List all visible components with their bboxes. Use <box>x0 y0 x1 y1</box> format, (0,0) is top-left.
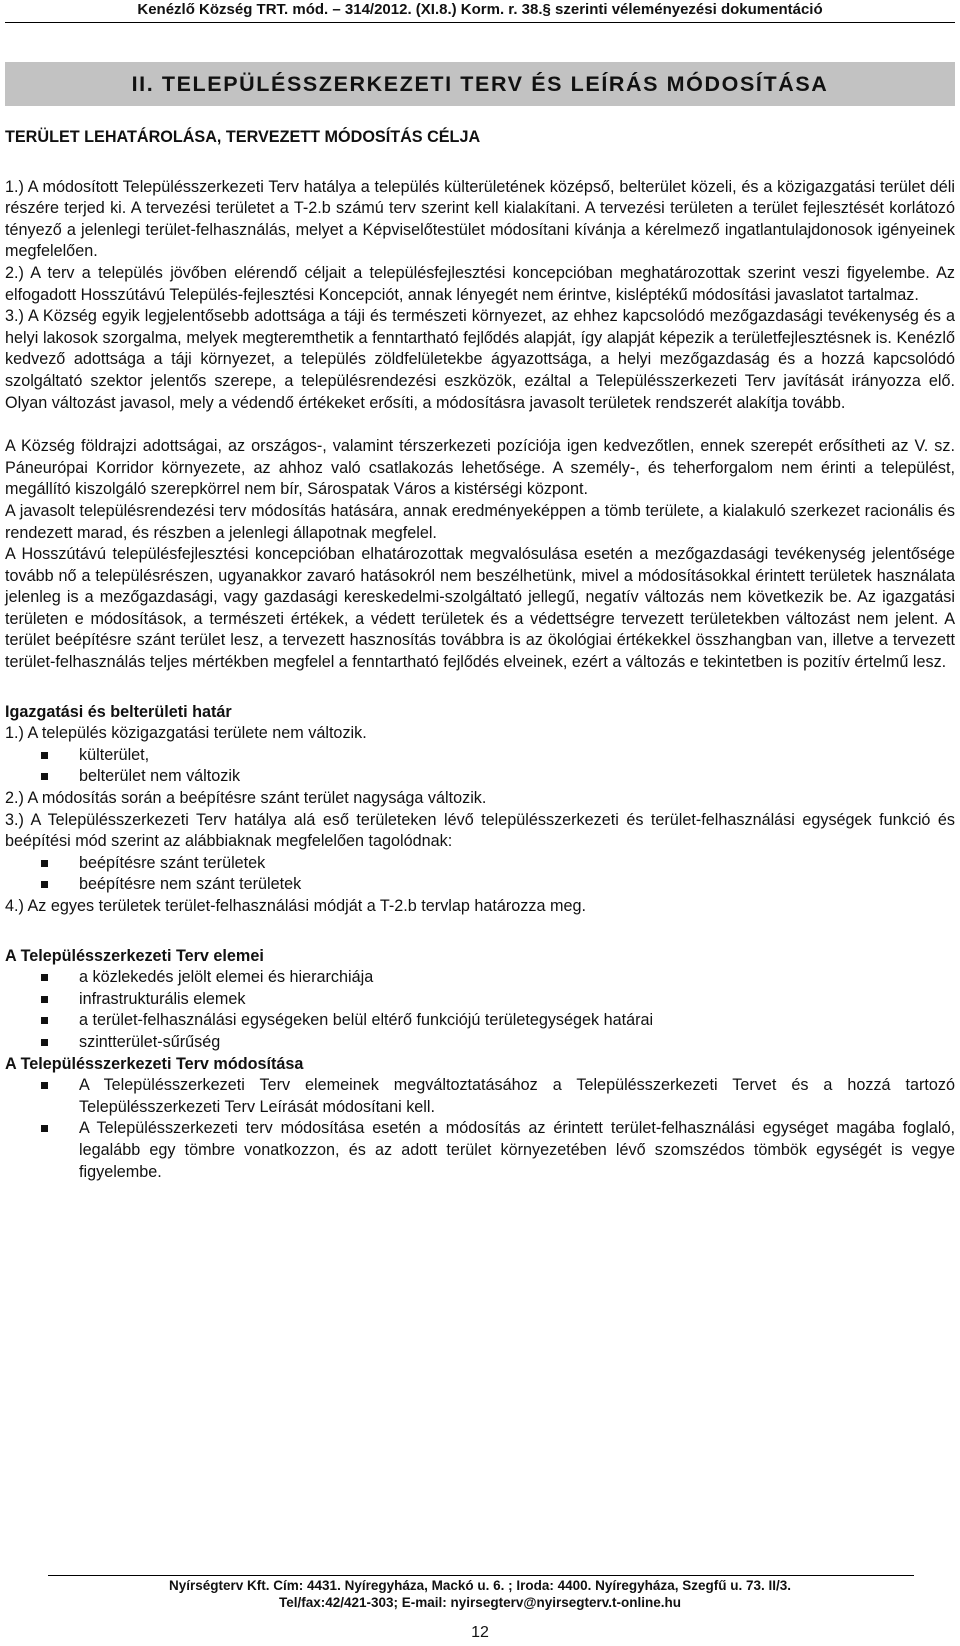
footer <box>0 1577 960 1611</box>
admin-item-2: 2.) A módosítás során a beépítésre szánt terület nagysága változik. <box>5 789 487 808</box>
document-body <box>5 127 955 1183</box>
bullet-icon <box>41 1082 48 1089</box>
paragraph-3: 3.) A Község egyik legjelentősebb adottsága a táji és természeti környezet, az ehhez kapcsolódó mezőgazdasági tevékenység és a helyi lakosok szorgalma, melyek megteremthetik a fenntartható fejlődés alapját, így alapját képezik a területfejlesztésnek is. Kenézlő kedvező adottsága a táji környezet, a település zöldfelületekbe ágyazottsága, a helyi mezőgazdaság és a hozzá kapcsolódó szolgáltató szektor jelentős szerepe, a településrendezési eszközök, ezáltal a Településszerkezeti Terv javítását irányozza elő. Olyan változást javasol, mely a védendő értékeket erősíti, a módosításra javasolt területek rendszerét alakítja tovább. <box>5 307 955 412</box>
bullet-icon <box>41 881 48 888</box>
admin-item-1: 1.) A település közigazgatási területe nem változik. <box>5 724 367 743</box>
paragraph-5: A javasolt településrendezési terv módosítás hatására, annak eredményeképpen a tömb területe, a kialakuló szerkezet racionális és rendezett marad, és részben a jelenlegi állapotnak megfelel. <box>5 501 955 542</box>
list-item <box>5 1075 955 1118</box>
list-item <box>5 1010 955 1032</box>
list-item-text: beépítésre nem szánt területek <box>79 875 302 894</box>
bullet-icon <box>41 1039 48 1046</box>
list-item <box>5 1118 955 1183</box>
elements-heading: A Településszerkezeti Terv elemei <box>5 946 264 965</box>
paragraph-6: A Hosszútávú településfejlesztési koncepcióban elhatározottak megvalósulása esetén a mezőgazdasági tevékenység jelentősége tovább nő a településrészen, ugyanakkor zavaró hatásokról nem beszélhetünk, mivel a módosításokkal érintett területek használata jelenleg is a mezőgazdasági, vagy gazdasági kereskedelmi-szolgáltató jellegű, negatív változás nem következik be. Az igazgatási területen e módosítások, a természeti értékek, a védett területek és a védettségre tervezett területekben változást nem jelent. A terület beépítésre szánt terület lesz, a tervezett hasznosítás továbbra is az ökológiai értékekkel összhangban van, illetve a tervezett terület-felhasználás teljes mértékben megfelel a fenntartható fejlődés elveinek, ezért a változás e tekintetben is pozitív értelmű lesz. <box>5 545 955 672</box>
list-item <box>5 967 955 989</box>
admin-item-3: 3.) A Településszerkezeti Terv hatálya alá eső területeken lévő településszerkezeti és terület-felhasználási egységek funkció és beépítési mód szerint az alábbiaknak megfelelően tagolódnak: <box>5 810 955 851</box>
section-title: II. TELEPÜLÉSSZERKEZETI TERV ÉS LEÍRÁS MÓDOSÍTÁSA <box>131 72 829 96</box>
bullet-icon <box>41 1017 48 1024</box>
subtitle: TERÜLET LEHATÁROLÁSA, TERVEZETT MÓDOSÍTÁS CÉLJA <box>5 128 481 146</box>
paragraph-4: A Község földrajzi adottságai, az országos-, valamint térszerkezeti pozíciója igen kedvezőtlen, ennek szerepét erősítheti az V. sz. Páneurópai Korridor környezete, az ahhoz való csatlakozás lehetősége. A személy-, és teherforgalom nem érinti a települést, megállító kiszolgáló szerepkörrel nem bír, Sárospatak Város a kistérségi központ. <box>5 437 955 499</box>
list-item-text: szintterület-sűrűség <box>79 1032 221 1051</box>
paragraph-1: 1.) A módosított Településszerkezeti Terv hatálya a település külterületének középső, belterület közeli, és a közigazgatási terület déli részére terjed ki. A tervezési területet a T-2.b számú terv szerint kell kialakítani. A tervezési területen a terület fejlesztését korlátozó tényező a jelenlegi terület-felhasználás, melyet a Képviselőtestület módosítani kívánja a kérelmező ingatlantulajdonosok igényeinek megfelelően. <box>5 177 955 261</box>
list-item-text: a terület-felhasználási egységeken belül eltérő funkciójú területegységek határai <box>79 1011 654 1030</box>
list-item <box>5 874 955 896</box>
page-number: 12 <box>471 1624 489 1641</box>
list-item-text: a közlekedés jelölt elemei és hierarchiája <box>79 968 374 987</box>
bullet-icon <box>41 1125 48 1132</box>
modification-heading: A Településszerkezeti Terv módosítása <box>5 1054 304 1073</box>
bullet-icon <box>41 996 48 1003</box>
header-divider <box>5 22 955 23</box>
footer-divider <box>48 1575 914 1576</box>
bullet-icon <box>41 860 48 867</box>
list-item <box>5 745 955 767</box>
bullet-icon <box>41 773 48 780</box>
list-item-text: beépítésre szánt területek <box>79 853 266 872</box>
paragraph-2: 2.) A terv a település jövőben elérendő céljait a településfejlesztési koncepcióban meghatározottak szerint veszi figyelembe. Az elfogadott Hosszútávú Település-fejlesztési Koncepciót, annak lényegét nem érintve, kisléptékű módosítási javaslatot tartalmaz. <box>5 263 955 304</box>
footer-address: Nyírségterv Kft. Cím: 4431. Nyíregyháza, Mackó u. 6. ; Iroda: 4400. Nyíregyháza, Szegfű u. 73. II/3. <box>169 1578 791 1593</box>
list-item <box>5 766 955 788</box>
bullet-icon <box>41 752 48 759</box>
footer-contact: Tel/fax:42/421-303; E-mail: nyirsegterv@nyirsegterv.t-online.hu <box>278 1595 682 1610</box>
admin-item-4: 4.) Az egyes területek terület-felhasználási módját a T-2.b tervlap határozza meg. <box>5 897 586 915</box>
list-item <box>5 989 955 1011</box>
list-item-text: A Településszerkezeti Terv elemeinek megváltoztatásához a Településszerkezeti Tervet és a hozzá tartozó Településszerkezeti Terv Leírását módosítani kell. <box>79 1076 955 1116</box>
admin-heading: Igazgatási és belterületi határ <box>5 702 232 721</box>
bullet-icon <box>41 974 48 981</box>
list-item-text: infrastrukturális elemek <box>79 989 246 1008</box>
list-item-text: A Településszerkezeti terv módosítása esetén a módosítás az érintett terület-felhasználási egységet magába foglaló, legalább egy tömbre vonatkozzon, és az adott terület környezetében lévő szomszédos tömbök egységét is vegye figyelembe. <box>79 1119 955 1181</box>
running-header: Kenézlő Község TRT. mód. – 314/2012. (XI.8.) Korm. r. 38.§ szerinti véleményezési dokumentáció <box>137 1 823 18</box>
list-item <box>5 853 955 875</box>
list-item-text: belterület nem változik <box>79 767 241 786</box>
list-item-text: külterület, <box>79 745 150 764</box>
list-item <box>5 1032 955 1054</box>
